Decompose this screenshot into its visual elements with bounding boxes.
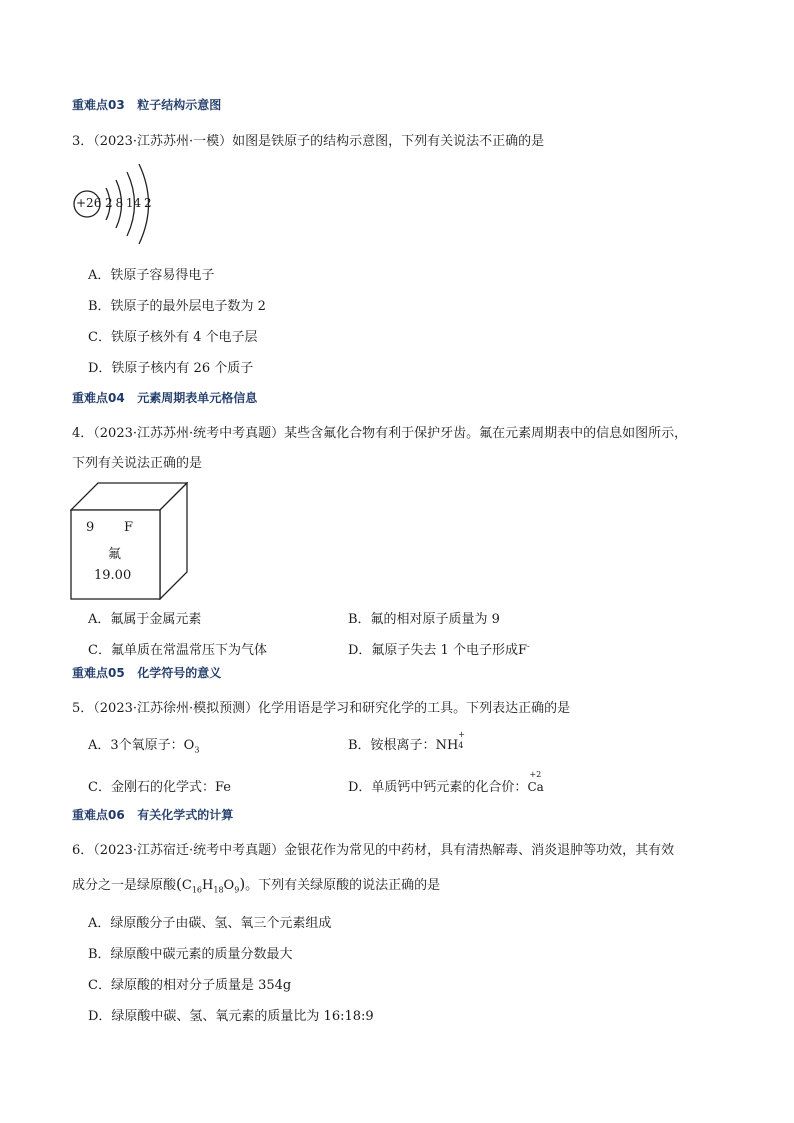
calcium-valence xyxy=(527,770,545,794)
question-5-stem: 5．（2023·江苏徐州·模拟预测）化学用语是学习和研究化学的工具。下列表达正确的是 xyxy=(72,701,571,716)
formula-c-count: 16 xyxy=(191,885,203,895)
question-6-stem-line1: 6．（2023·江苏宿迁·统考中考真题）金银花作为常见的中药材，具有清热解毒、消炎退肿等功效，其有效 xyxy=(72,843,675,858)
section-heading-04 xyxy=(72,389,257,406)
section-number: 重难点06 xyxy=(72,808,125,822)
section-number: 重难点03 xyxy=(72,98,125,112)
formula-h-count: 18 xyxy=(213,885,224,895)
q5-option-b xyxy=(348,730,466,753)
atomic-number: 9 xyxy=(86,520,95,535)
q6-stem-suffix: 。下列有关绿原酸的说法正确的是 xyxy=(245,878,441,893)
fluoride-ion-symbol: F xyxy=(517,643,527,658)
atomic-mass: 19.00 xyxy=(94,568,132,583)
q3-option-a: A．铁原子容易得电子 xyxy=(88,268,215,283)
nucleus-charge: +26 xyxy=(76,196,102,210)
ammonium-charge: + xyxy=(458,730,465,739)
section-title: 有关化学式的计算 xyxy=(137,808,234,822)
section-heading-03 xyxy=(72,96,221,113)
electron-shells: 2 8 14 2 xyxy=(105,196,152,210)
q4-option-b: B．氟的相对原子质量为 9 xyxy=(348,612,500,627)
fluorine-element-cell xyxy=(70,482,188,600)
q4-option-c: C．氟单质在常温常压下为气体 xyxy=(88,643,267,658)
valence-value: +2 xyxy=(529,770,542,779)
q5-option-a xyxy=(88,734,199,755)
section-heading-06 xyxy=(72,806,233,823)
q3-option-c: C．铁原子核外有 4 个电子层 xyxy=(88,330,258,345)
element-name: 氟 xyxy=(108,547,122,562)
q6-option-b: B．绿原酸中碳元素的质量分数最大 xyxy=(88,947,293,962)
ozone-subscript: 3 xyxy=(194,745,200,755)
section-title: 粒子结构示意图 xyxy=(137,98,222,112)
calcium-symbol: Ca xyxy=(527,780,544,794)
q5-option-a-text: A．3个氧原子：O xyxy=(88,738,195,753)
q5-option-d xyxy=(348,770,545,795)
q3-option-b: B．铁原子的最外层电子数为 2 xyxy=(88,299,266,314)
formula-c: C xyxy=(181,878,192,893)
formula-o: O xyxy=(223,878,235,893)
formula-o-count: 9 xyxy=(234,885,240,895)
element-symbol: F xyxy=(124,520,134,535)
q6-stem-prefix: 成分之一是绿原酸 xyxy=(72,878,177,893)
section-title: 元素周期表单元格信息 xyxy=(137,391,258,405)
q6-option-c: C．绿原酸的相对分子质量是 354g xyxy=(88,978,292,993)
q5-option-b-text: B．铵根离子： xyxy=(348,738,436,753)
section-number: 重难点04 xyxy=(72,391,125,405)
ammonium-indices xyxy=(458,730,466,750)
formula-h: H xyxy=(202,878,214,893)
section-number: 重难点05 xyxy=(72,666,125,680)
question-6-stem-line2: 成分之一是绿原酸$(C_{16}H_{18}O_9)$。下列有关绿原酸的说法正确的是 xyxy=(72,875,441,895)
section-heading-05 xyxy=(72,664,221,681)
q4-option-d xyxy=(348,639,530,658)
question-4-stem-line2: 下列有关说法正确的是 xyxy=(72,456,203,471)
q5-option-c: C．金刚石的化学式：Fe xyxy=(88,780,231,795)
q4-option-a: A．氟属于金属元素 xyxy=(88,612,202,627)
question-3-stem: 3．（2023·江苏苏州·一模）如图是铁原子的结构示意图，下列有关说法不正确的是 xyxy=(72,134,545,149)
iron-atom-structure-diagram xyxy=(72,160,162,250)
q3-option-d: D．铁原子核内有 26 个质子 xyxy=(88,361,254,376)
q5-option-d-text: D．单质钙中钙元素的化合价： xyxy=(348,780,528,795)
section-title: 化学符号的意义 xyxy=(137,666,222,680)
question-4-stem-line1: 4．（2023·江苏苏州·统考中考真题）某些含氟化合物有利于保护牙齿。氟在元素周期表中的信息如图所示， xyxy=(72,426,688,441)
q6-option-d: D．绿原酸中碳、氢、氧元素的质量比为 16:18:9 xyxy=(88,1009,374,1024)
q6-option-a: A．绿原酸分子由碳、氢、氧三个元素组成 xyxy=(88,916,332,931)
fluoride-ion-charge: - xyxy=(527,641,530,651)
q4-option-d-text: D．氟原子失去 1 个电子形成 xyxy=(348,643,518,658)
ammonium-subscript: 4 xyxy=(458,741,464,750)
ammonium-symbol: NH xyxy=(435,738,459,753)
